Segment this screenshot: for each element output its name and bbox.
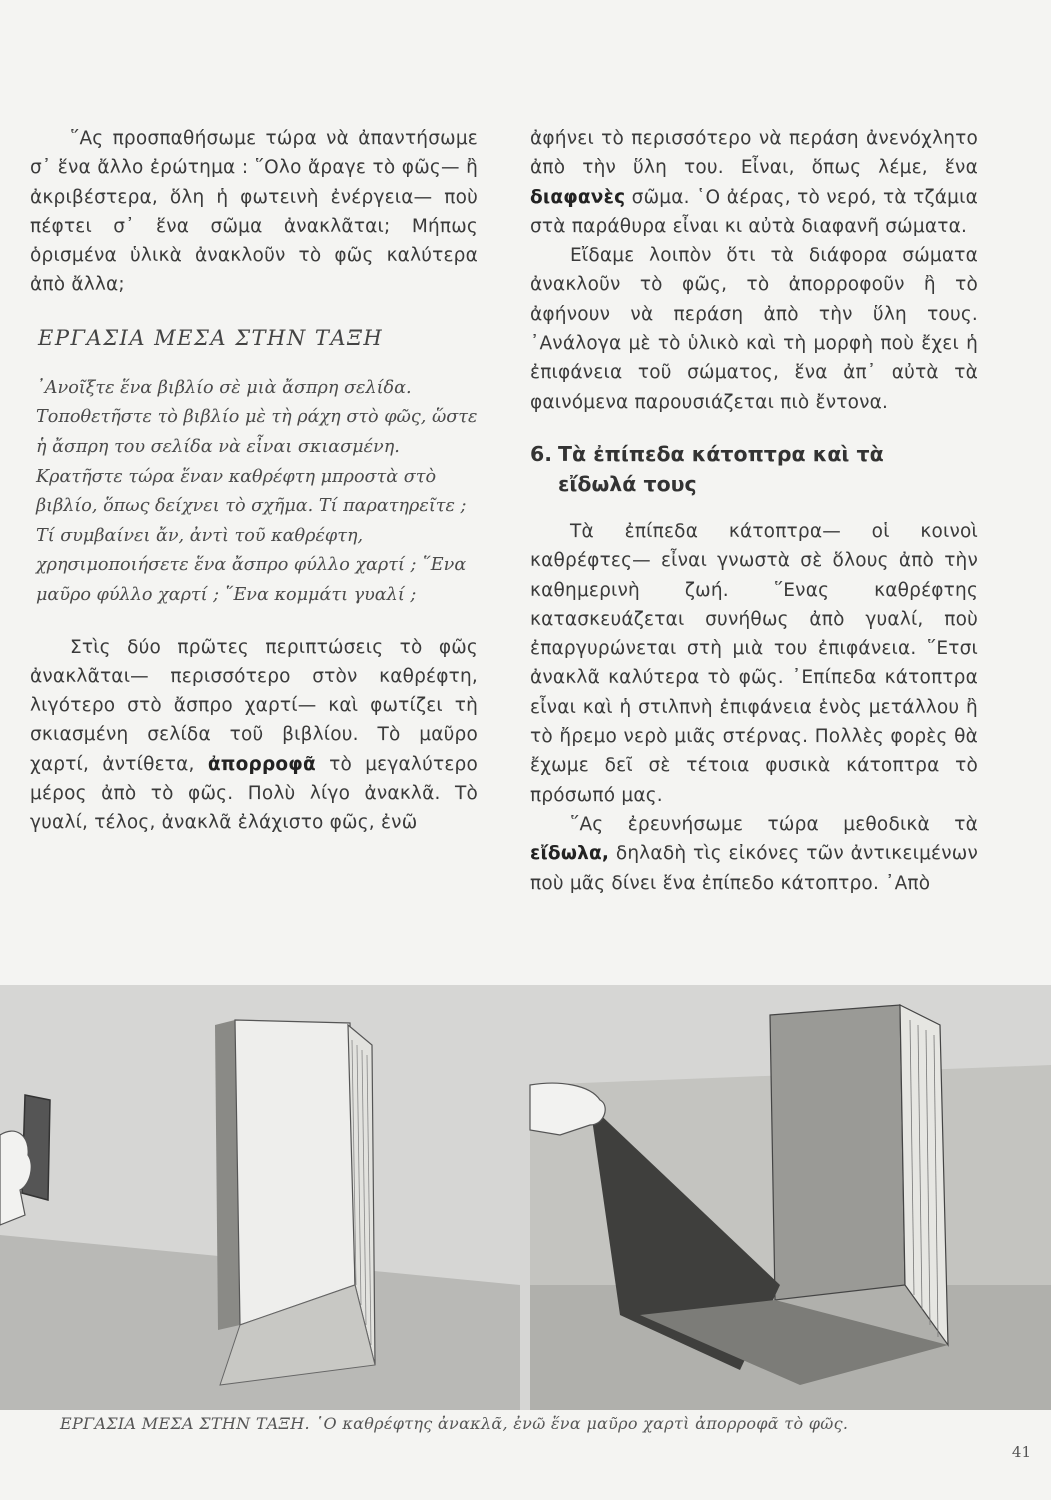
images-text-a: ῞Ας ἐρευνήσωμε τώρα μεθοδικὰ τὰ: [570, 813, 978, 835]
figure-caption: ΕΡΓΑΣΙΑ ΜΕΣΑ ΣΤΗΝ ΤΑΞΗ. ῾Ο καθρέφτης ἀνακλᾶ, ἐνῶ ἕνα μαῦρο χαρτὶ ἀπορροφᾶ τὸ φῶς.: [60, 1414, 849, 1433]
images-text-b: δηλαδὴ τὶς εἰκόνες τῶν ἀντικειμένων ποὺ μᾶς δίνει ἕνα ἐπίπεδο κάτοπτρο. ᾿Απὸ: [530, 843, 978, 894]
left-column: [30, 124, 478, 838]
section-title-line1: Τὰ ἐπίπεδα κάτοπτρα καὶ τὰ: [558, 441, 884, 466]
images-term: εἴδωλα,: [530, 843, 610, 865]
lab-heading: ΕΡΓΑΣΙΑ ΜΕΣΑ ΣΤΗΝ ΤΑΞΗ: [38, 325, 384, 350]
section-number: 6.: [530, 441, 553, 466]
section-title-line2: εἴδωλά τους: [558, 471, 697, 496]
absorbs-term: ἀπορροφᾶ: [207, 753, 316, 775]
results-text-b: τὸ μεγαλύτερο μέρος ἀπὸ τὸ φῶς. Πολὺ λίγο ἀνακλᾶ. Τὸ γυαλί, τέλος, ἀνακλᾶ ἐλάχιστο φῶς, ἐνῶ: [30, 753, 478, 834]
summary-paragraph: Εἴδαμε λοιπὸν ὅτι τὰ διάφορα σώματα ἀνακλοῦν τὸ φῶς, τὸ ἀπορροφοῦν ἢ τὸ ἀφήνουν νὰ περάση ἀπὸ τὴν ὕλη τους. ᾿Ανάλογα μὲ τὸ ὑλικὸ καὶ τὴ μορφὴ ποὺ ἔχει ἡ ἐπιφάνεια τοῦ σώματος, ἕνα ἀπ᾿ αὐτὰ τὰ φαινόμενα παρουσιάζεται πιὸ ἔντονα.: [530, 245, 978, 413]
lab-instructions: ᾿Ανοῖξτε ἕνα βιβλίο σὲ μιὰ ἄσπρη σελίδα. Τοποθετῆστε τὸ βιβλίο μὲ τὴ ράχη στὸ φῶς, ὥστε ἡ ἄσπρη του σελίδα νὰ εἶναι σκιασμένη. Κρατῆστε τώρα ἕναν καθρέφτη μπροστὰ στὸ βιβλίο, ὅπως δείχνει τὸ σχῆμα. Τί παρατηρεῖτε ; Τί συμβαίνει ἄν, ἀντὶ τοῦ καθρέφτη, χρησιμοποιήσετε ἕνα ἄσπρο φύλλο χαρτί ; ῞Ενα μαῦρο φύλλο χαρτί ; ῞Ενα κομμάτι γυαλί ;: [36, 377, 478, 605]
intro-paragraph: ῞Ας προσπαθήσωμε τώρα νὰ ἀπαντήσωμε σ᾿ ἕνα ἄλλο ἐρώτημα : ῞Ολο ἄραγε τὸ φῶς— ἢ ἀκριβέστερα, ὅλη ἡ φωτεινὴ ἐνέργεια— ποὺ πέφτει σ᾿ ἕνα σῶμα ἀνακλᾶται; Μήπως ὁρισμένα ὑλικὰ ἀνακλοῦν τὸ φῶς καλύτερα ἀπὸ ἄλλα;: [30, 128, 478, 296]
mirrors-paragraph: Τὰ ἐπίπεδα κάτοπτρα— οἱ κοινοὶ καθρέφτες— εἶναι γνωστὰ σὲ ὅλους ἀπὸ τὴν καθημερινὴ ζωή. ῞Ενας καθρέφτης κατασκευάζεται συνήθως ἀπὸ γυαλί, ποὺ ἐπαργυρώνεται στὴ μιὰ του ἐπιφάνεια. ῞Ετσι ἀνακλᾶ καλύτερα τὸ φῶς. ᾿Επίπεδα κάτοπτρα εἶναι καὶ ἡ στιλπνὴ ἐπιφάνεια ἑνὸς μετάλλου ἢ τὸ ἤρεμο νερὸ μιᾶς στέρνας. Πολλὲς φορὲς θὰ ἔχωμε δεῖ σὲ τέτοια φυσικὰ κάτοπτρα τὸ πρόσωπό μας.: [530, 520, 978, 806]
left-book-page: [235, 1020, 355, 1325]
page-number: 41: [1011, 1443, 1031, 1461]
transparent-text-b: σῶμα. ῾Ο ἀέρας, τὸ νερό, τὰ τζάμια στὰ παράθυρα εἶναι κι αὐτὰ διαφανῆ σώματα.: [530, 186, 978, 237]
images-paragraph: [530, 810, 978, 898]
illustration-drawing: [0, 985, 1051, 1410]
results-text-a: Στὶς δύο πρῶτες περιπτώσεις τὸ φῶς ἀνακλᾶται— περισσότερο στὸν καθρέφτη, λιγότερο στὸ ἄσπρο χαρτί— καὶ φωτίζει τὴ σκιασμένη σελίδα τοῦ βιβλίου. Τὸ μαῦρο χαρτί, ἀντίθετα,: [30, 636, 478, 775]
illustration: [0, 985, 1051, 1410]
section-heading: [530, 439, 978, 499]
results-paragraph: [30, 633, 478, 838]
transparent-paragraph: [530, 124, 978, 241]
transparent-term: διαφανὲς: [530, 186, 626, 208]
transparent-text-a: ἀφήνει τὸ περισσότερο νὰ περάση ἀνενόχλητο ἀπὸ τὴν ὕλη του. Εἶναι, ὅπως λέμε, ἕνα: [530, 128, 978, 179]
right-column: [530, 124, 978, 898]
right-book-cover: [770, 1005, 905, 1300]
